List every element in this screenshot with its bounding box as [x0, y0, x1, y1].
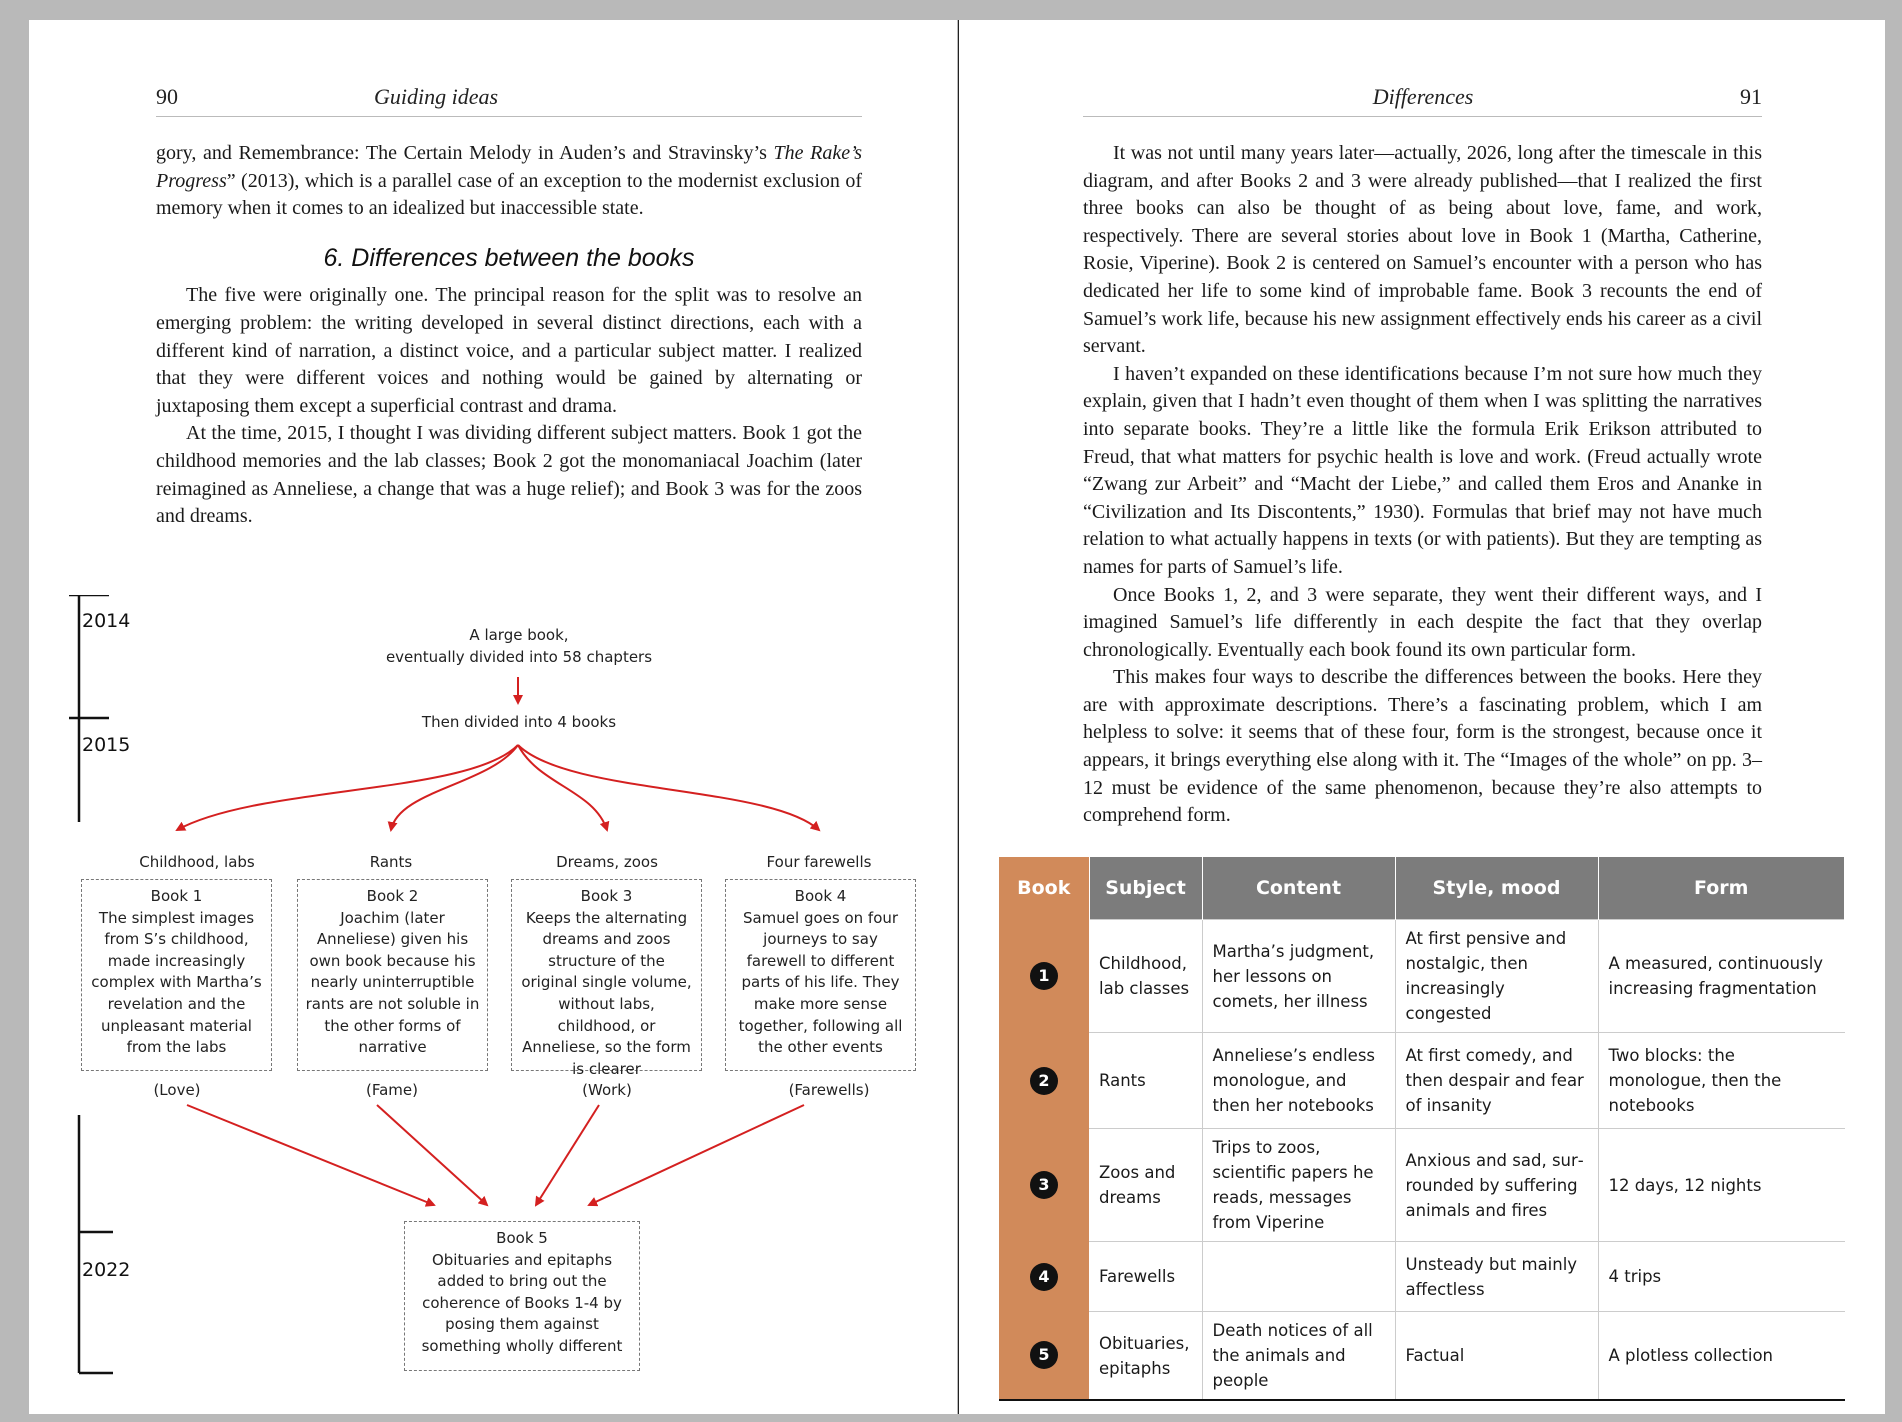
- style-cell: Anxious and sad, surrounded by suffering animals and fires: [1395, 1129, 1598, 1242]
- column-header: Form: [1598, 857, 1845, 920]
- year-label: 2015: [82, 734, 131, 756]
- paragraph: At the time, 2015, I thought I was dividing different subject matters. Book 1 got the childhood memories and the lab classes; Book 2 got the monomaniacal Joachim (later reimagined as Anneliese, a change that was a huge relief); and Book 3 was for the zoos and dreams.: [156, 422, 862, 528]
- subject-cell: Zoos and dreams: [1089, 1129, 1202, 1242]
- table-row: [999, 1033, 1845, 1129]
- diagram-split-label: Then divided into 4 books: [421, 713, 617, 731]
- right-page-number: 91: [1740, 84, 1762, 109]
- subject-cell: Childhood, lab classes: [1089, 920, 1202, 1033]
- right-running-header: [1083, 72, 1762, 117]
- theme-label: (Farewells): [788, 1081, 870, 1099]
- content-cell: Trips to zoos, scientific papers he reads, messages from Viperine: [1202, 1129, 1395, 1242]
- year-label: 2014: [82, 610, 131, 632]
- book-number-cell: [999, 920, 1089, 1033]
- theme-label: (Work): [582, 1081, 632, 1099]
- diagram-top-label: A large book, eventually divided into 58 chapters: [385, 626, 653, 666]
- left-running-header: [156, 72, 862, 117]
- left-page-number: 90: [156, 84, 178, 109]
- book-number-badge: 1: [1030, 962, 1058, 990]
- subject-cell: Rants: [1089, 1033, 1202, 1129]
- content-cell: Death notices of all the animals and people: [1202, 1312, 1395, 1401]
- timeline-bracket: [79, 1115, 113, 1373]
- book-split-diagram: [29, 595, 957, 1395]
- style-cell: At first comedy, and then despair and fear of insanity: [1395, 1033, 1598, 1129]
- book-1-box: Book 1 The simplest images from S’s childhood, made increasingly complex with Martha’s revelation and the unpleasant material from the labs: [81, 879, 272, 1071]
- form-cell: 4 trips: [1598, 1242, 1845, 1312]
- column-header: Content: [1202, 857, 1395, 920]
- paragraph: It was not until many years later—actually, 2026, long after the timescale in this diagram, and after Books 2 and 3 were already published—that I realized the first three books can also be thought of as being about love, fame, and work, respectively. There are several stories about love in Book 1 (Martha, Catherine, Rosie, Viperine). Book 2 is centered on Samuel’s encounter with a person who has dedicated her life to some kind of improbable fame. Book 3 recounts the end of Samuel’s work life, because his new assignment effectively ends his career as a civil servant.: [1083, 142, 1762, 358]
- form-cell: 12 days, 12 nights: [1598, 1129, 1845, 1242]
- column-header: Book: [999, 857, 1089, 920]
- style-cell: At first pensive and nostalgic, then increasingly congested: [1395, 920, 1598, 1033]
- right-page: [958, 20, 1885, 1414]
- subject-cell: Farewells: [1089, 1242, 1202, 1312]
- book-number-cell: [999, 1242, 1089, 1312]
- arrow-fame: [377, 1105, 487, 1205]
- books-table: [999, 857, 1845, 1401]
- column-header: Style, mood: [1395, 857, 1598, 920]
- book-4-box: Book 4 Samuel goes on four journeys to say farewell to different parts of his life. They make more sense together, following all the other events: [725, 879, 916, 1071]
- book-number-cell: [999, 1312, 1089, 1401]
- table-header-row: [999, 857, 1845, 920]
- book-number-cell: [999, 1129, 1089, 1242]
- arrow-to-book-4: [518, 745, 819, 830]
- left-body-text: [156, 140, 862, 531]
- content-cell: [1202, 1242, 1395, 1312]
- right-body-text: [1083, 140, 1762, 830]
- category-label: Rants: [369, 853, 413, 871]
- content-cell: Martha’s judgment, her lessons on comets, her illness: [1202, 920, 1395, 1033]
- style-cell: Unsteady but mainly affectless: [1395, 1242, 1598, 1312]
- category-label: Four farewells: [766, 853, 872, 871]
- subject-cell: Obituaries, epitaphs: [1089, 1312, 1202, 1401]
- book-number-badge: 2: [1030, 1067, 1058, 1095]
- paragraph: This makes four ways to describe the differences between the books. Here they are with approximate descriptions. There’s a fascinating problem, which I am helpless to solve: it seems that of these four, form is the strongest, because once it appears, it brings everything else along with it. The “Images of the whole” on pp. 3–12 must be evidence of the same phenomenon, because they’re also attempts to comprehend form.: [1083, 666, 1762, 827]
- book-number-badge: 4: [1030, 1263, 1058, 1291]
- arrow-love: [187, 1105, 434, 1205]
- arrow-to-book-1: [177, 745, 518, 830]
- paragraph: I haven’t expanded on these identifications because I’m not sure how much they explain, given that I hadn’t even thought of them when I was splitting the narratives into separate books. They’re a little like the formula Erik Erikson attributed to Freud, that what matters for psychic health is love and work. (Freud actually wrote “Zwang zur Arbeit” and “Macht der Liebe,” and called them Eros and Ananke in “Civilization and Its Discontents,” 1930). Formulas that brief may not have much relation to what actually happens in texts (or with patients). But they are tempting as names for parts of Samuel’s life.: [1083, 362, 1762, 578]
- table-row: [999, 1242, 1845, 1312]
- section-title: 6. Differences between the books: [323, 243, 695, 272]
- theme-label: (Fame): [366, 1081, 418, 1099]
- book-number-badge: 3: [1030, 1171, 1058, 1199]
- arrow-farewells: [589, 1105, 804, 1205]
- intro-paragraph: gory, and Remembrance: The Certain Melody in Auden’s and Stravinsky’s The Rake’s Progress” (2013), which is a parallel case of an exception to the modernist exclusion of memory when it comes to an idealized but inaccessible state.: [156, 142, 863, 220]
- book-number-badge: 5: [1030, 1341, 1058, 1369]
- form-cell: A plotless collection: [1598, 1312, 1845, 1401]
- year-label: 2022: [82, 1259, 131, 1281]
- paragraph: Once Books 1, 2, and 3 were separate, they went their different ways, and I imagined Samuel’s life differently in each despite the fact that they overlap chronologically. Eventually each book found its own particular form.: [1083, 583, 1762, 661]
- category-label: Dreams, zoos: [556, 853, 658, 871]
- book-3-box: Book 3 Keeps the alternating dreams and zoos structure of the original single volume, without labs, childhood, or Anneliese, so the form is clearer: [511, 879, 702, 1071]
- right-running-head: Differences: [1372, 84, 1474, 109]
- table-row: [999, 920, 1845, 1033]
- paragraph: The five were originally one. The principal reason for the split was to resolve an emerging problem: the writing developed in several distinct directions, each with a different kind of narration, a distinct voice, and a particular subject matter. I realized that they were different voices and nothing would be gained by alternating or juxtaposing them except a superficial contrast and drama.: [156, 284, 862, 417]
- category-label: Childhood, labs: [139, 853, 255, 871]
- arrow-work: [536, 1105, 599, 1205]
- book-number-cell: [999, 1033, 1089, 1129]
- arrow-to-book-3: [518, 745, 607, 830]
- table-row: [999, 1129, 1845, 1242]
- form-cell: Two blocks: the monologue, then the notebooks: [1598, 1033, 1845, 1129]
- left-page: [29, 20, 957, 1414]
- book-5-box: Book 5 Obituaries and epitaphs added to bring out the coherence of Books 1-4 by posing them against something wholly different: [404, 1221, 640, 1371]
- content-cell: Anneliese’s endless monologue, and then her notebooks: [1202, 1033, 1395, 1129]
- style-cell: Factual: [1395, 1312, 1598, 1401]
- form-cell: A measured, continuously increasing fragmentation: [1598, 920, 1845, 1033]
- theme-label: (Love): [153, 1081, 201, 1099]
- book-2-box: Book 2 Joachim (later Anneliese) given his own book because his nearly uninterruptible rants are not soluble in the other forms of narrative: [297, 879, 488, 1071]
- table-row: [999, 1312, 1845, 1401]
- left-running-head: Guiding ideas: [373, 84, 499, 109]
- column-header: Subject: [1089, 857, 1202, 920]
